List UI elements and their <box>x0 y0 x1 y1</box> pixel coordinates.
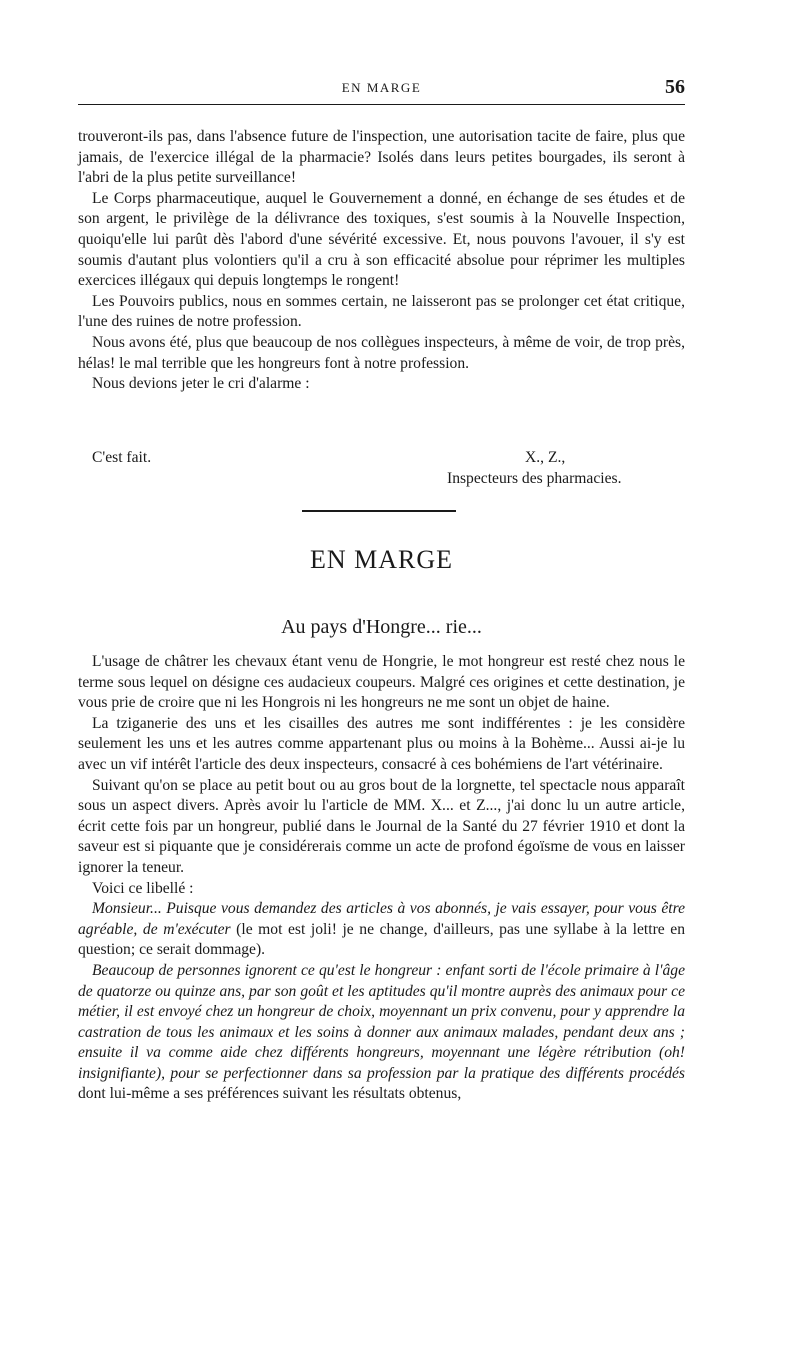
signature-title: Inspecteurs des pharmacies. <box>447 470 622 487</box>
paragraph: L'usage de châtrer les chevaux étant venu de Hongrie, le mot hongreur est resté chez nous le terme sous lequel on désigne ces audacieux coupeurs. Malgré ces origines et cette destination, je vous prie de croire que ni les Hongrois ni les hongreurs ne me sont un objet de haine. <box>78 653 685 712</box>
section-title: EN MARGE <box>309 545 454 574</box>
quoted-italic-text: Beaucoup de personnes ignorent ce qu'est le hongreur : enfant sorti de l'école primaire à l'âge de quatorze ou quinze ans, par son goût et les aptitudes qu'il montre auprès des animaux pour ce métier, il est envoyé chez un hongreur de choix, moyennant un prix convenu, pour y apprendre la castration de tous les animaux et les soins à donner aux animaux malades, pendant deux ans ; ensuite il va comme aide chez différents hongreurs, moyennant une légère rétribution (oh! insignifiante), pour se perfectionner dans sa profession par la pratique des différents procédés <box>78 961 685 1082</box>
running-head <box>78 76 685 100</box>
section-divider <box>302 510 456 512</box>
paragraph: Le Corps pharmaceutique, auquel le Gouvernement a donné, en échange de ses études et de son argent, le privilège de la délivrance des toxiques, s'est soumis à la Nouvelle Inspection, quoiqu'elle lui parût dès l'abord d'une sévérité excessive. Et, nous pouvons l'avouer, il s'y est soumis d'autant plus volontiers qu'il a cru à son efficacité absolue pour réprimer les multiples exercices illégaux qui depuis longtemps le rongent! <box>78 189 685 290</box>
article-text <box>78 652 685 1105</box>
article-title: Au pays d'Hongre... rie... <box>281 616 482 638</box>
closing-text: C'est fait. <box>92 449 152 466</box>
paragraph: Voici ce libellé : <box>92 879 194 897</box>
running-head-title: EN MARGE <box>341 80 422 95</box>
signature-names: X., Z., <box>525 449 566 466</box>
commentary-text: (le mot est joli! je ne change, d'ailleurs, pas une syllabe à la lettre en question; ce serait dommage). <box>78 920 685 959</box>
header-rule <box>78 104 685 105</box>
paragraph: Nous devions jeter le cri d'alarme : <box>92 375 310 393</box>
previous-article-text <box>78 127 685 395</box>
commentary-text: dont lui-même a ses préférences suivant les résultats obtenus, <box>78 1085 462 1103</box>
paragraph: Suivant qu'on se place au petit bout ou au gros bout de la lorgnette, tel spectacle nous apparaît sous un aspect divers. Après avoir lu l'article de MM. X... et Z..., j'ai donc lu un autre article, écrit cette fois par un hongreur, publié dans le Journal de la Santé du 27 février 1910 et dont la saveur est si piquante que je considérerais comme un acte de profond égoïsme de vous en laisser ignorer la teneur. <box>78 776 685 876</box>
paragraph: trouveront-ils pas, dans l'absence future de l'inspection, une autorisation tacite de faire, plus que jamais, de l'exercice illégal de la pharmacie? Isolés dans leurs petites bourgades, ils seront à l'abri de la plus petite surveillance! <box>78 128 685 187</box>
paragraph <box>78 961 685 1105</box>
page-number: 56 <box>665 76 685 98</box>
quoted-italic-text: Monsieur... Puisque vous demandez des articles à vos abonnés, je vais essayer, pour vous être agréable, de m'exécuter <box>78 900 685 938</box>
paragraph: La tziganerie des uns et les cisailles des autres me sont indifférentes : je les considère seulement les uns et les autres comme appartenant plus ou moins à la Bohème... Aussi ai-je lu avec un vif intérêt l'article des deux inspecteurs, consacré à ces bohémiens de l'art vétérinaire. <box>78 714 685 773</box>
paragraph <box>78 899 685 961</box>
paragraph: Nous avons été, plus que beaucoup de nos collègues inspecteurs, à même de voir, de trop près, hélas! le mal terrible que les hongreurs font à notre profession. <box>78 333 685 372</box>
paragraph: Les Pouvoirs publics, nous en sommes certain, ne laisseront pas se prolonger cet état critique, l'une des ruines de notre profession. <box>78 292 685 331</box>
